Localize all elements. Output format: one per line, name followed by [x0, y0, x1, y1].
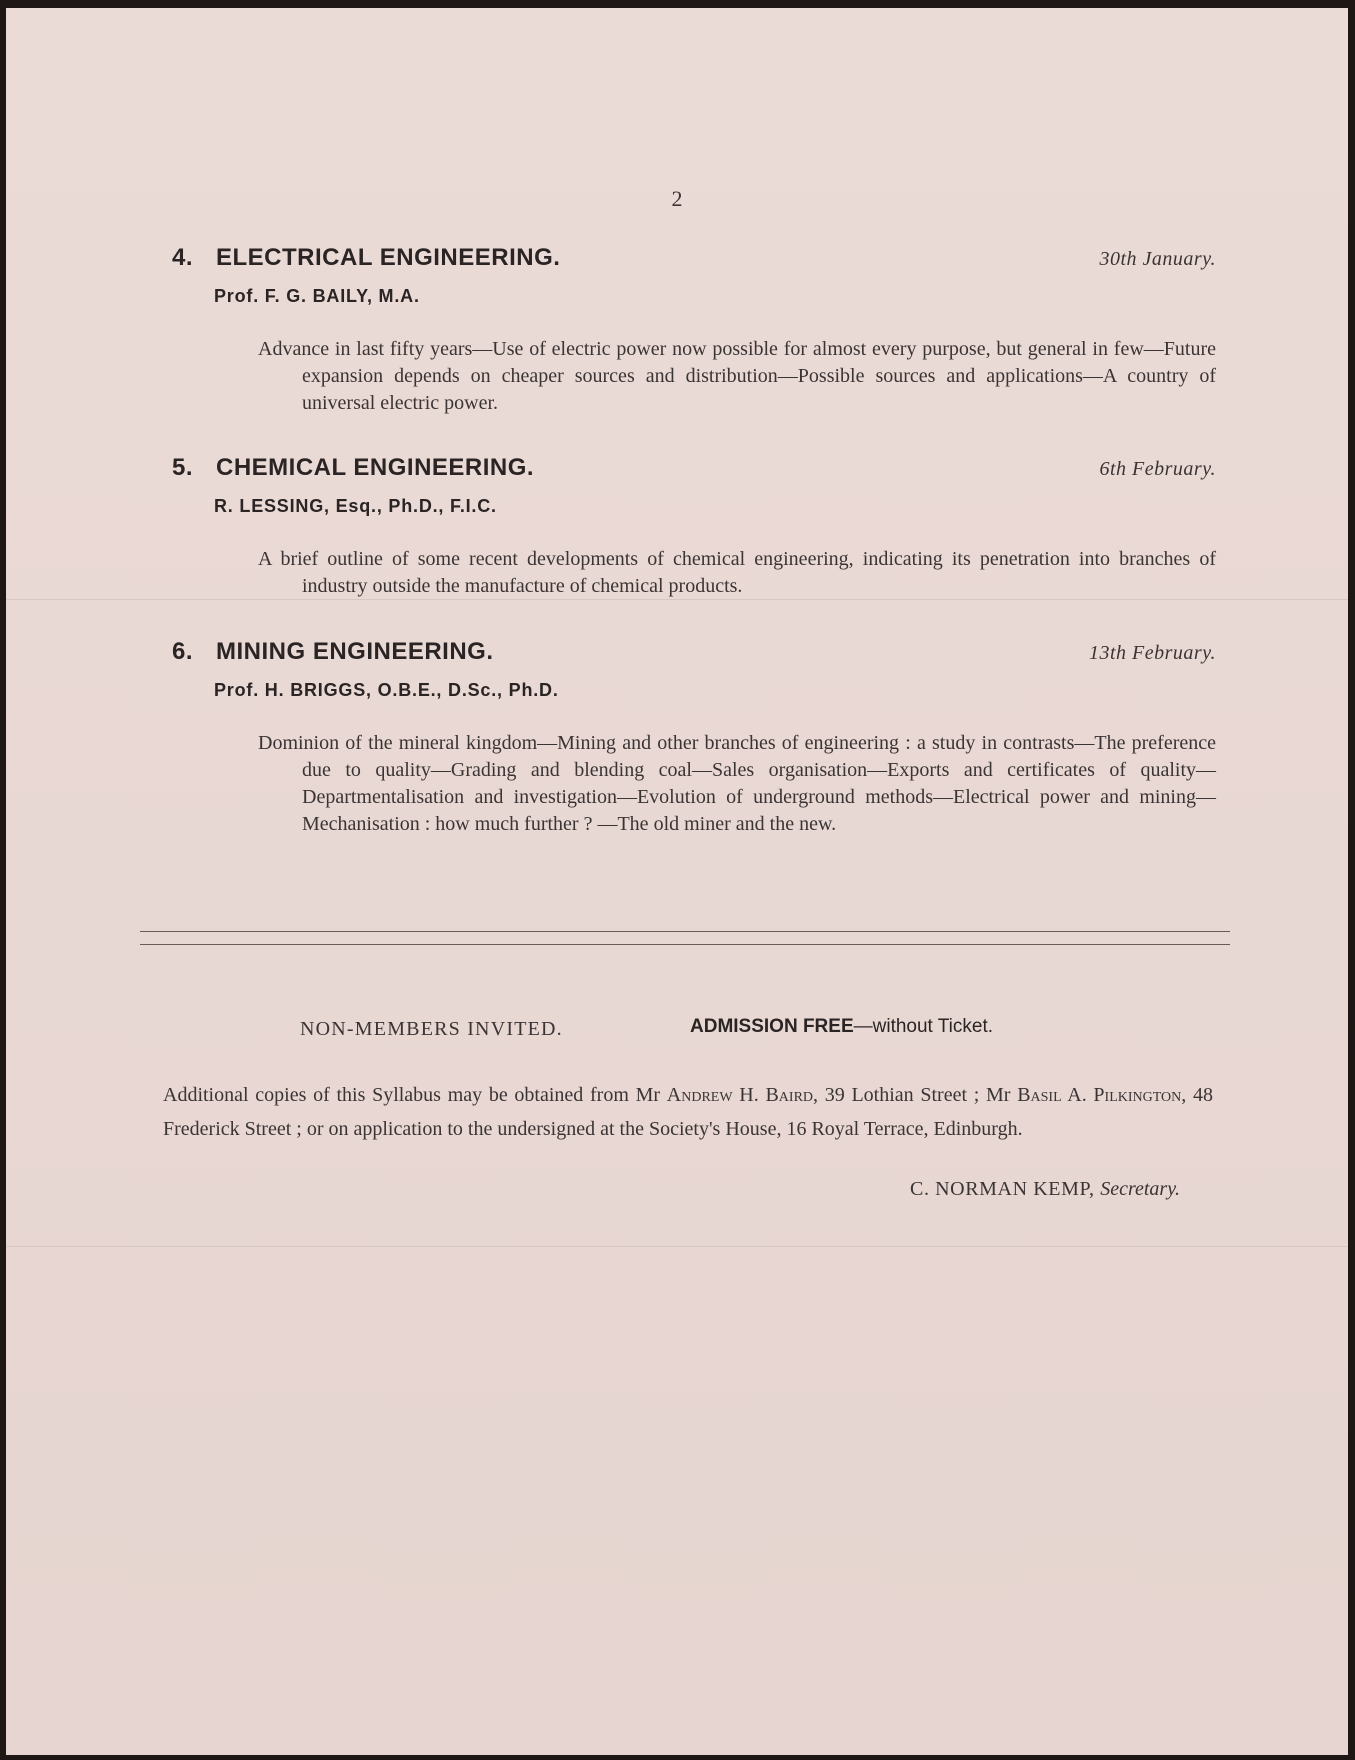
lecture-entry: [166, 638, 1216, 835]
secretary-title: Secretary.: [1100, 1178, 1180, 1200]
lecture-number: 6.: [172, 638, 194, 665]
lecture-date: 13th February.: [1089, 642, 1216, 664]
lecture-heading: [166, 244, 1216, 278]
agent-name: Basil: [1017, 1084, 1062, 1106]
lecture-number: 4.: [172, 244, 194, 271]
page-number: 2: [671, 186, 683, 211]
lecture-date: 6th February.: [1099, 458, 1216, 480]
lecture-number: 5.: [172, 454, 194, 481]
copies-text: Additional copies of this Syllabus may be obtained from Mr: [163, 1084, 667, 1106]
lecture-speaker: Prof. H. BRIGGS, O.B.E., D.Sc., Ph.D.: [214, 680, 559, 700]
admission-free-bold: ADMISSION FREE: [690, 1016, 854, 1037]
lecture-speaker: R. LESSING, Esq., Ph.D., F.I.C.: [214, 496, 497, 516]
double-rule-top: [140, 931, 1230, 932]
lecture-description: Dominion of the mineral kingdom—Mining and other branches of engineering : a study in contrasts—The preference due to quality—Grading and blending coal—Sales organisation—Exports and certificates of quality—Departmentalisation and investigation—Evolution of underground methods—Electrical power and mining—Mechanisation : how much further ? —The old miner and the new.: [258, 732, 1216, 835]
syllabus-page: [6, 8, 1348, 1755]
lecture-date: 30th January.: [1099, 248, 1216, 270]
admission-free: [690, 1016, 993, 1038]
non-members-invited: NON-MEMBERS INVITED.: [300, 1018, 563, 1040]
lecture-heading: [166, 638, 1216, 672]
lecture-description: Advance in last fifty years—Use of electric power now possible for almost every purpose, but general in few—Future expansion depends on cheaper sources and distribution—Possible sources and applications—A country of universal electric power.: [258, 338, 1216, 414]
double-rule-bottom: [140, 944, 1230, 945]
lecture-heading: [166, 454, 1216, 488]
copies-text: A.: [1061, 1084, 1094, 1106]
lecture-title: CHEMICAL ENGINEERING.: [216, 454, 535, 481]
secretary-signature: [910, 1178, 1180, 1201]
admission-free-rest: —without Ticket.: [853, 1016, 994, 1037]
lecture-title: MINING ENGINEERING.: [216, 638, 494, 665]
agent-name: Andrew: [666, 1084, 733, 1106]
lecture-description: A brief outline of some recent developments of chemical engineering, indicating its penetration into branches of industry outside the manufacture of chemical products.: [258, 548, 1216, 597]
copies-text: H.: [732, 1084, 766, 1106]
agent-name: Baird: [765, 1084, 814, 1106]
lecture-title: ELECTRICAL ENGINEERING.: [216, 244, 561, 271]
copies-text: , 48 Frederick Street ; or on application to the undersigned at the Society's House, 16 Royal Terrace, Edinburgh.: [163, 1084, 1213, 1140]
copies-text: , 39 Lothian Street ; Mr: [813, 1084, 1018, 1106]
secretary-name: C. NORMAN KEMP,: [910, 1178, 1095, 1200]
paper-fold-line: [6, 1246, 1348, 1248]
lecture-entry: [166, 454, 1216, 597]
lecture-entry: [166, 244, 1216, 414]
agent-name: Pilkington: [1093, 1084, 1182, 1106]
lecture-speaker: Prof. F. G. BAILY, M.A.: [214, 286, 420, 306]
additional-copies-paragraph: [163, 1078, 1213, 1146]
